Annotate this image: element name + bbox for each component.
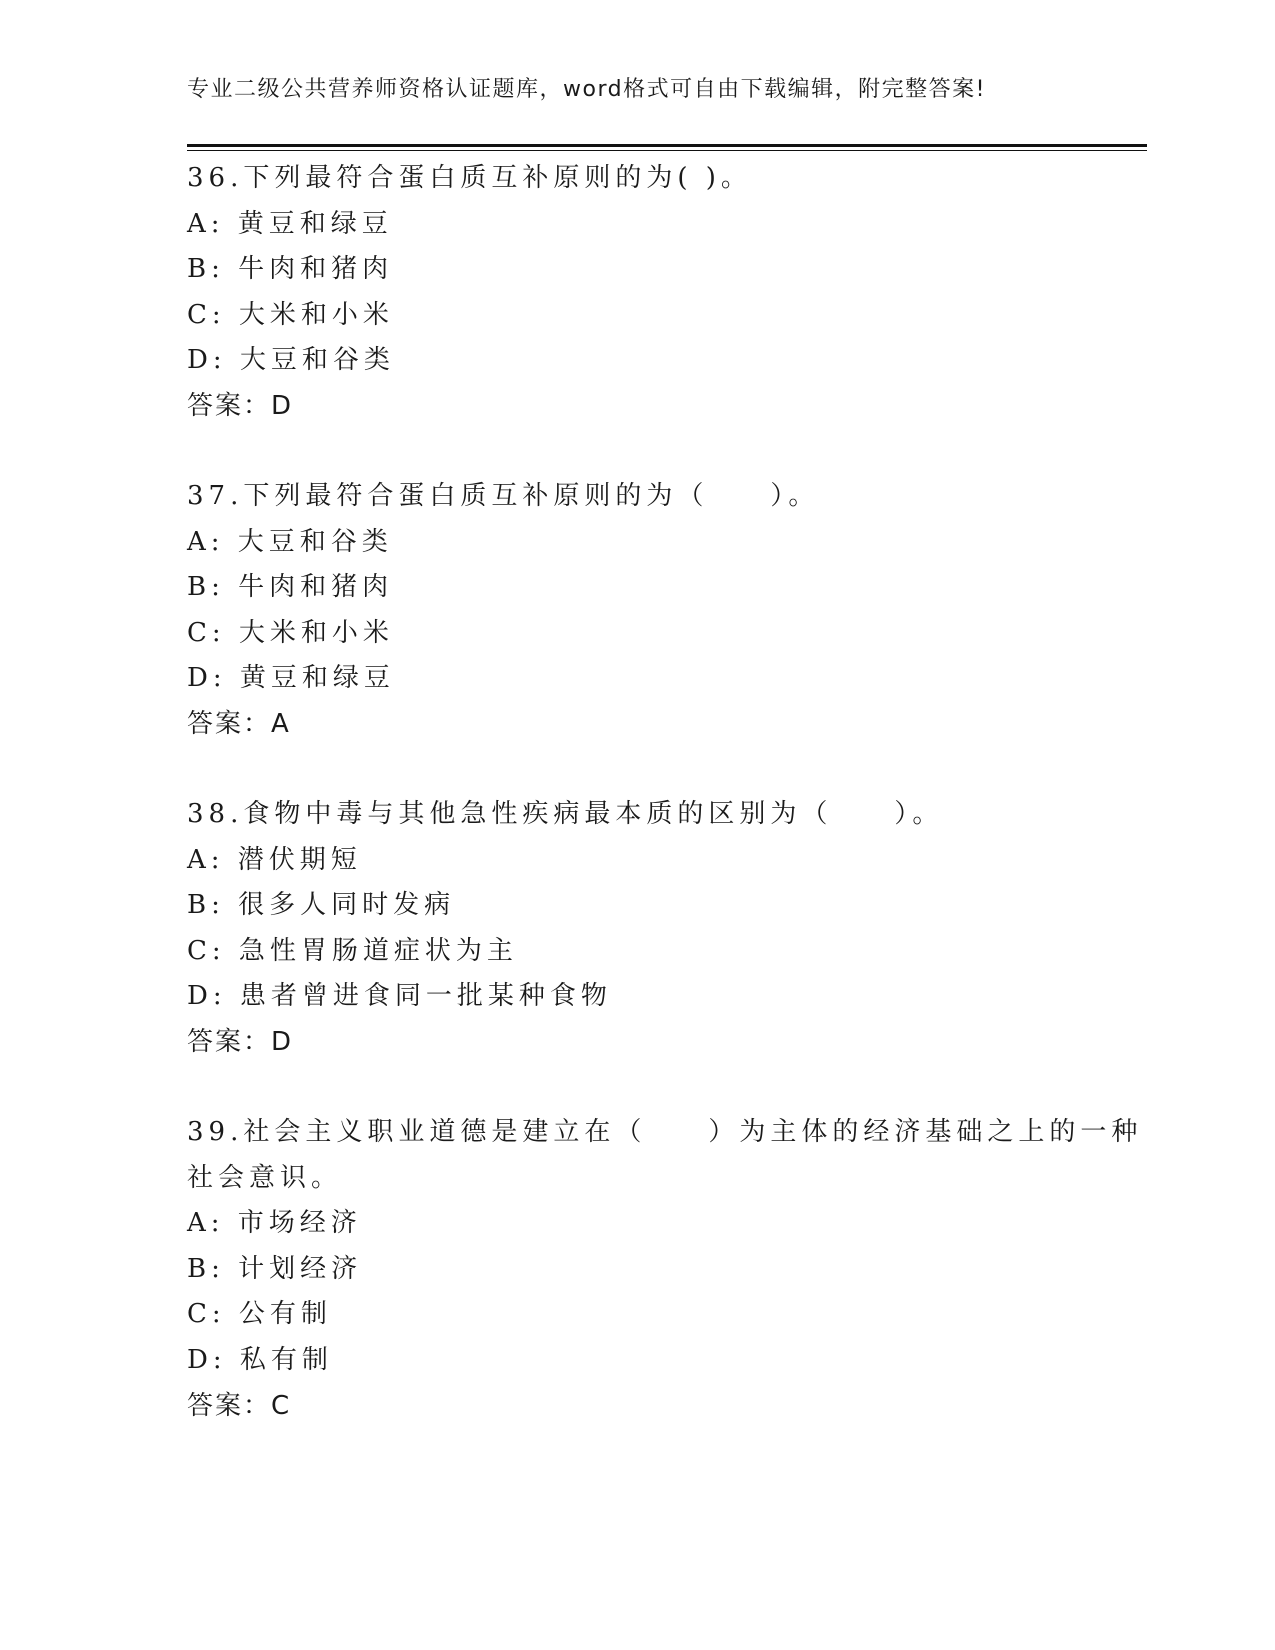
question-39 [187, 1110, 1143, 1429]
question-stem: 36.下列最符合蛋白质互补原则的为( )。 [187, 163, 752, 193]
question-36 [187, 156, 1087, 430]
question-stem: 38.食物中毒与其他急性疾病最本质的区别为（ ）。 [187, 799, 944, 829]
question-stem: 37.下列最符合蛋白质互补原则的为（ ）。 [187, 481, 820, 511]
header-rule-thick [187, 144, 1147, 147]
question-37 [187, 474, 1087, 748]
option-a: A: 大豆和谷类 [187, 526, 393, 557]
answer-line: 答案：A [187, 708, 291, 739]
option-c: C: 大米和小米 [187, 617, 394, 648]
option-a: A: 潜伏期短 [187, 844, 362, 875]
option-d: D: 黄豆和绿豆 [187, 663, 395, 694]
option-b: B: 计划经济 [187, 1253, 363, 1284]
answer-line: 答案：D [187, 1026, 294, 1057]
option-b: B: 牛肉和猪肉 [187, 254, 394, 285]
option-c: C: 急性胃肠道症状为主 [187, 935, 518, 966]
option-b: B: 牛肉和猪肉 [187, 572, 394, 603]
option-c: C: 大米和小米 [187, 299, 394, 330]
option-a: A: 黄豆和绿豆 [187, 208, 393, 239]
answer-line: 答案：C [187, 1390, 292, 1421]
option-d: D: 大豆和谷类 [187, 345, 395, 376]
page-header: 专业二级公共营养师资格认证题库，word格式可自由下载编辑，附完整答案! [187, 77, 986, 102]
question-38 [187, 792, 1087, 1066]
answer-line: 答案：D [187, 390, 294, 421]
option-b: B: 很多人同时发病 [187, 890, 456, 921]
header-rule-thin [187, 150, 1147, 151]
option-d: D: 患者曾进食同一批某种食物 [187, 981, 612, 1012]
question-stem: 39.社会主义职业道德是建立在（ ）为主体的经济基础之上的一种 [187, 1117, 1143, 1147]
option-c: C: 公有制 [187, 1299, 332, 1330]
option-d: D: 私有制 [187, 1344, 333, 1375]
option-a: A: 市场经济 [187, 1208, 362, 1239]
question-stem-continuation: 社会意识。 [187, 1162, 343, 1193]
